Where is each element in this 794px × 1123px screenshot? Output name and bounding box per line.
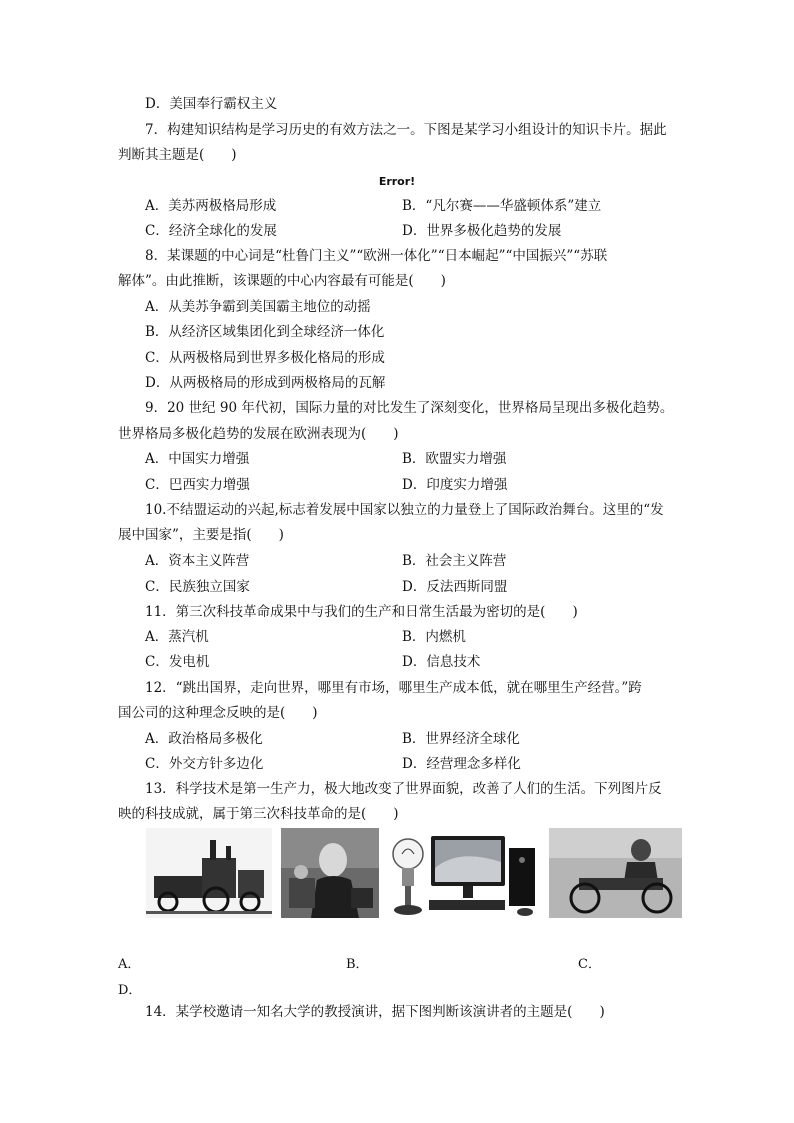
q9-stem-line2: 世界格局多极化趋势的发展在欧洲表现为( ) <box>118 426 399 442</box>
q9-option-d: D．印度实力增强 <box>402 477 508 493</box>
q8-stem-line1: 8．某课题的中心词是“杜鲁门主义”“欧洲一体化”“日本崛起”“中国振兴”“苏联 <box>145 248 608 264</box>
q11-option-c: C．发电机 <box>145 654 210 670</box>
q12-option-a: A．政治格局多极化 <box>145 731 263 747</box>
q8-option-d: D．从两极格局的形成到两极格局的瓦解 <box>145 375 386 391</box>
q11-stem-line1: 11．第三次科技革命成果中与我们的生产和日常生活最为密切的是( ) <box>145 604 578 620</box>
q10-stem-line2: 展中国家”，主要是指( ) <box>118 527 284 543</box>
early-car-image <box>549 828 682 918</box>
q13-option-b-label: B． <box>346 957 369 972</box>
computer-image <box>429 828 539 918</box>
q13-stem-line1: 13．科学技术是第一生产力，极大地改变了世界面貌，改善了人们的生活。下列图片反 <box>145 781 662 797</box>
q8-option-c: C．从两极格局到世界多极化格局的形成 <box>145 350 385 366</box>
q7-stem-line1: 7．构建知识结构是学习历史的有效方法之一。下图是某学习小组设计的知识卡片。据此 <box>145 122 667 138</box>
q8-option-a: A．从美苏争霸到美国霸主地位的动摇 <box>145 299 371 315</box>
q13-option-c-label: C． <box>578 957 601 972</box>
q8-stem-line2: 解体”。由此推断，该课题的中心内容最有可能是( ) <box>118 273 446 289</box>
q7-option-c: C．经济全球化的发展 <box>145 223 277 239</box>
q13-stem-line2: 映的科技成就，属于第三次科技革命的是( ) <box>118 806 399 822</box>
q11-option-b: B．内燃机 <box>402 629 466 645</box>
q7-option-b: B．“凡尔赛——华盛顿体系”建立 <box>402 198 602 214</box>
q10-option-c: C．民族独立国家 <box>145 579 250 595</box>
q7-option-a: A．美苏两极格局形成 <box>145 198 277 214</box>
q10-option-a: A．资本主义阵营 <box>145 553 250 569</box>
q10-option-d: D．反法西斯同盟 <box>402 579 508 595</box>
q9-option-b: B．欧盟实力增强 <box>402 451 507 467</box>
q10-option-b: B．社会主义阵营 <box>402 553 507 569</box>
q8-option-b: B．从经济区域集团化到全球经济一体化 <box>145 324 385 340</box>
q13-option-a-label: A． <box>118 957 141 972</box>
q14-stem-line1: 14．某学校邀请一知名大学的教授演讲，据下图判断该演讲者的主题是( ) <box>145 1004 605 1020</box>
edison-photo-image <box>281 828 379 918</box>
q10-stem-line1: 10.不结盟运动的兴起,标志着发展中国家以独立的力量登上了国际政治舞台。这里的“发 <box>145 502 664 518</box>
q12-option-b: B．世界经济全球化 <box>402 731 520 747</box>
q12-option-c: C．外交方针多边化 <box>145 756 264 772</box>
q13-option-d-label: D． <box>118 983 142 998</box>
q11-option-d: D．信息技术 <box>402 654 481 670</box>
steam-locomotive-image <box>146 828 272 918</box>
q12-option-d: D．经营理念多样化 <box>402 756 521 772</box>
q6-option-d: D．美国奉行霸权主义 <box>145 96 278 112</box>
q7-option-d: D．世界多极化趋势的发展 <box>402 223 562 239</box>
light-bulb-image <box>388 828 428 918</box>
q9-stem-line1: 9．20 世纪 90 年代初，国际力量的对比发生了深刻变化，世界格局呈现出多极化趋势。 <box>145 400 674 416</box>
q12-stem-line2: 国公司的这种理念反映的是( ) <box>118 705 318 721</box>
q12-stem-line1: 12．“跳出国界，走向世界，哪里有市场，哪里生产成本低，就在哪里生产经营。”跨 <box>145 680 642 696</box>
q9-option-a: A．中国实力增强 <box>145 451 250 467</box>
q11-option-a: A．蒸汽机 <box>145 629 209 645</box>
q7-stem-line2: 判断其主题是( ) <box>118 147 237 163</box>
error-placeholder: Error! <box>378 175 416 188</box>
q9-option-c: C．巴西实力增强 <box>145 477 250 493</box>
